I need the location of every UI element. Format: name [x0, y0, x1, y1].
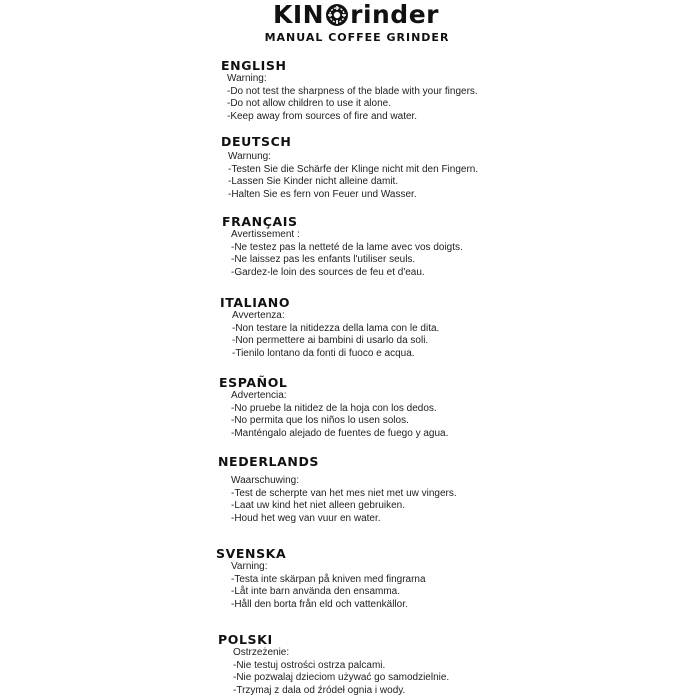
warning-item: -No permita que los niños lo usen solos. — [231, 415, 409, 427]
brand-name-left: KIN — [273, 0, 325, 29]
warning-item: -Houd het weg van vuur en water. — [231, 513, 381, 525]
warning-item: -Do not allow children to use it alone. — [227, 98, 391, 110]
warning-item: -Non permettere ai bambini di usarlo da soli. — [232, 335, 429, 347]
gear-icon — [325, 3, 349, 27]
warning-block — [231, 390, 448, 441]
warning-item: -Nie pozwalaj dzieciom używać go samodzielnie. — [233, 672, 450, 684]
warning-label: Waarschuwing: — [231, 475, 299, 486]
section-italiano — [220, 295, 439, 361]
warning-block — [227, 73, 478, 124]
warning-item: -Gardez-le loin des sources de feu et d'eau. — [231, 267, 425, 279]
warning-item: -Nie testuj ostrości ostrza palcami. — [233, 659, 386, 671]
warning-item: -Ne testez pas la netteté de la lame avec vos doigts. — [231, 241, 463, 253]
language-heading: FRANÇAIS — [222, 214, 298, 229]
language-heading: POLSKI — [218, 632, 273, 647]
section-english — [221, 58, 478, 124]
brand-name-right: rinder — [350, 0, 439, 29]
warning-block — [233, 647, 449, 698]
warning-block — [228, 151, 478, 202]
section-nederlands — [218, 454, 457, 526]
warning-label: Warnung: — [228, 151, 271, 162]
language-heading: ENGLISH — [221, 58, 287, 73]
warning-item: -Lassen Sie Kinder nicht alleine damit. — [228, 176, 399, 188]
warning-label: Warning: — [227, 73, 267, 84]
language-heading: ITALIANO — [220, 295, 291, 310]
warning-item: -Ne laissez pas les enfants l'utiliser seuls. — [231, 254, 416, 266]
warning-item: -Non testare la nitidezza della lama con le dita. — [232, 322, 440, 334]
warning-item: -Manténgalo alejado de fuentes de fuego y agua. — [231, 428, 449, 440]
warning-item: -Keep away from sources of fire and water. — [227, 111, 418, 123]
language-heading: SVENSKA — [216, 546, 287, 561]
warning-block — [231, 229, 463, 280]
section-polski — [218, 632, 449, 698]
language-heading: DEUTSCH — [221, 134, 292, 149]
section-espanol — [219, 375, 448, 441]
section-svenska — [216, 546, 426, 612]
language-heading: ESPAÑOL — [219, 375, 288, 390]
warning-item: -Testa inte skärpan på kniven med fingrarna — [231, 573, 426, 585]
language-heading: NEDERLANDS — [218, 454, 320, 469]
warning-item: -Testen Sie die Schärfe der Klinge nicht mit den Fingern. — [228, 163, 479, 175]
warning-item: -Håll den borta från eld och vattenkällor. — [231, 599, 408, 611]
warning-item: -Laat uw kind het niet alleen gebruiken. — [231, 500, 406, 512]
product-subtitle: MANUAL COFFEE GRINDER — [264, 31, 450, 44]
warning-block — [232, 310, 439, 361]
warning-item: -Halten Sie es fern von Feuer und Wasser. — [228, 189, 417, 201]
warning-item: -Låt inte barn använda den ensamma. — [231, 586, 400, 598]
warning-label: Varning: — [231, 561, 268, 572]
warning-item: -No pruebe la nitidez de la hoja con los dedos. — [231, 402, 437, 414]
warning-label: Avvertenza: — [232, 310, 285, 321]
brand-header — [0, 0, 700, 30]
warning-item: -Trzymaj z dala od źródeł ognia i wody. — [233, 685, 406, 697]
warning-block — [231, 561, 426, 612]
warning-item: -Do not test the sharpness of the blade with your fingers. — [227, 85, 478, 97]
warning-block — [231, 475, 457, 526]
section-francais — [222, 214, 463, 280]
warning-label: Ostrzeżenie: — [233, 647, 290, 658]
section-deutsch — [221, 134, 478, 202]
warning-item: -Test de scherpte van het mes niet met uw vingers. — [231, 487, 457, 499]
warning-label: Advertencia: — [231, 390, 287, 401]
warning-item: -Tienilo lontano da fonti di fuoco e acqua. — [232, 348, 415, 360]
warning-label: Avertissement : — [231, 229, 300, 240]
brand-logo — [273, 0, 439, 30]
